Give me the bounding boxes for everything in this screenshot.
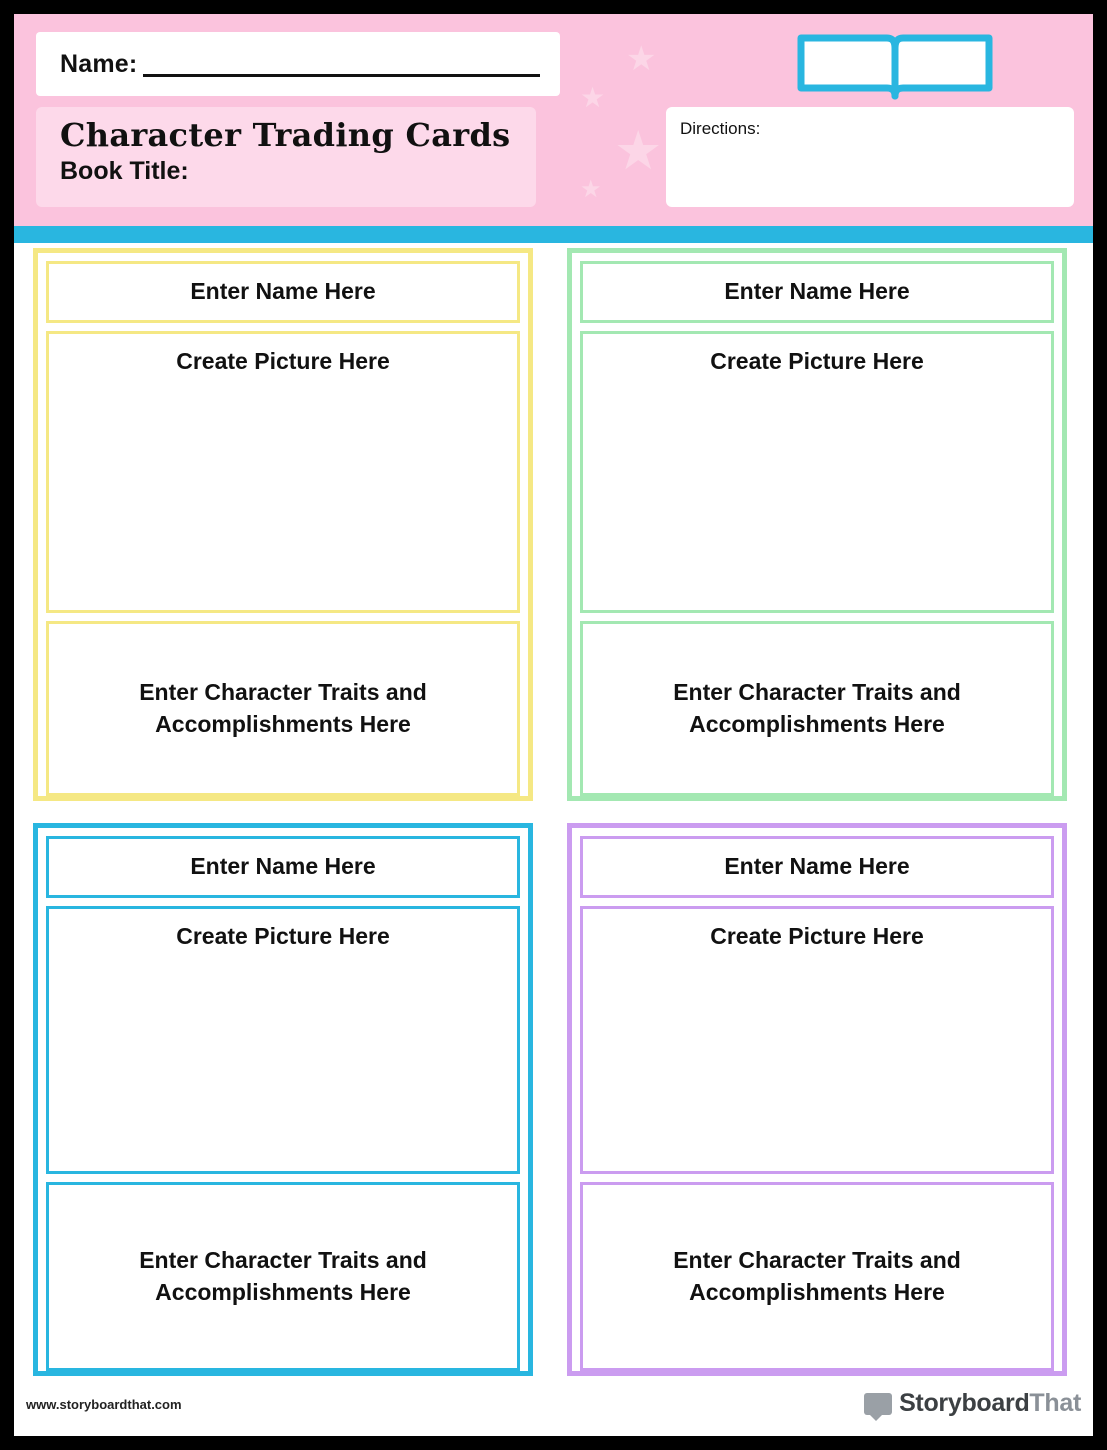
brand-logo (864, 1389, 1081, 1418)
trading-card-1[interactable] (33, 248, 533, 801)
card-1-traits-placeholder: Enter Character Traits and Accomplishments Here (139, 679, 427, 737)
card-2-traits-box[interactable] (580, 621, 1054, 796)
page-title: Character Trading Cards (60, 116, 511, 154)
card-1-traits-box[interactable] (46, 621, 520, 796)
card-3-traits-placeholder: Enter Character Traits and Accomplishments Here (139, 1247, 427, 1305)
worksheet-title-block (36, 107, 536, 207)
star-decoration: ★ (614, 121, 663, 181)
brand-name-second: That (1029, 1389, 1081, 1417)
card-3-traits-box[interactable] (46, 1182, 520, 1371)
trading-card-2[interactable] (567, 248, 1067, 801)
card-3-picture-placeholder: Create Picture Here (176, 923, 390, 949)
book-title-label[interactable]: Book Title: (60, 157, 189, 185)
card-1-picture-box[interactable] (46, 331, 520, 613)
brand-name (899, 1389, 1081, 1418)
trading-card-4[interactable] (567, 823, 1067, 1376)
student-name-writing-line[interactable] (143, 52, 540, 77)
card-2-name-placeholder: Enter Name Here (724, 278, 910, 305)
star-decoration: ★ (580, 82, 606, 113)
card-3-name-placeholder: Enter Name Here (190, 853, 376, 880)
card-3-name-box[interactable] (46, 836, 520, 898)
directions-label: Directions: (680, 119, 761, 138)
star-decoration: ★ (580, 176, 602, 203)
card-1-picture-placeholder: Create Picture Here (176, 348, 390, 374)
worksheet-footer (14, 1381, 1093, 1436)
speech-bubble-icon (864, 1393, 892, 1415)
card-1-name-placeholder: Enter Name Here (190, 278, 376, 305)
card-2-name-box[interactable] (580, 261, 1054, 323)
footer-website-url[interactable]: www.storyboardthat.com (26, 1397, 182, 1412)
accent-divider-bar (14, 226, 1093, 243)
card-1-name-box[interactable] (46, 261, 520, 323)
card-4-traits-box[interactable] (580, 1182, 1054, 1371)
student-name-label: Name: (60, 49, 138, 78)
card-4-picture-box[interactable] (580, 906, 1054, 1174)
directions-field[interactable] (666, 107, 1074, 207)
card-2-picture-box[interactable] (580, 331, 1054, 613)
student-name-field[interactable] (36, 32, 560, 96)
cards-area (14, 243, 1093, 1381)
brand-name-first: Storyboard (899, 1389, 1030, 1417)
card-4-picture-placeholder: Create Picture Here (710, 923, 924, 949)
card-4-name-placeholder: Enter Name Here (724, 853, 910, 880)
star-decoration: ★ (626, 40, 657, 78)
trading-card-3[interactable] (33, 823, 533, 1376)
card-2-traits-placeholder: Enter Character Traits and Accomplishments Here (673, 679, 961, 737)
worksheet-header (14, 14, 1093, 226)
card-4-name-box[interactable] (580, 836, 1054, 898)
open-book-icon (789, 26, 1001, 104)
card-4-traits-placeholder: Enter Character Traits and Accomplishments Here (673, 1247, 961, 1305)
card-2-picture-placeholder: Create Picture Here (710, 348, 924, 374)
card-3-picture-box[interactable] (46, 906, 520, 1174)
